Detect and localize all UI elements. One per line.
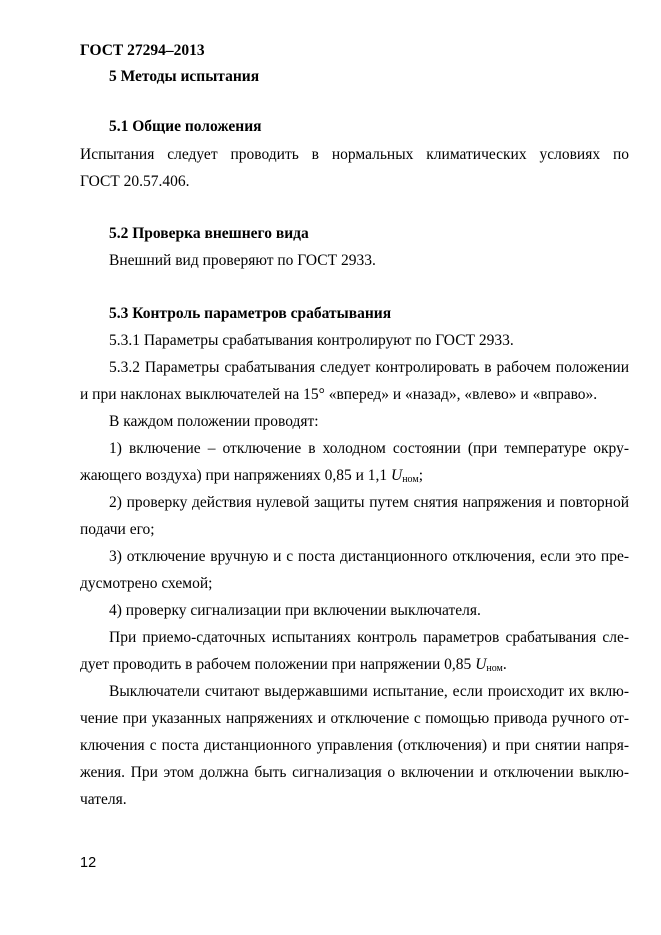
text-segment: . xyxy=(502,656,507,673)
paragraph-line: чателя. xyxy=(80,791,127,808)
list-item-line: 1) включение – отключение в холодном состоянии (при температуре окру- xyxy=(109,440,629,457)
voltage-symbol: U xyxy=(475,656,487,673)
list-item-line: подачи его; xyxy=(80,521,155,538)
paragraph-line: ГОСТ 20.57.406. xyxy=(80,173,190,190)
text-segment: жающего воздуха) при напряжениях 0,85 и 1,1 xyxy=(80,467,391,484)
voltage-symbol: U xyxy=(391,467,403,484)
subsection-5-2-title: 5.2 Проверка внешнего вида xyxy=(109,225,309,242)
paragraph-line: Внешний вид проверяют по ГОСТ 2933. xyxy=(109,252,376,269)
voltage-subscript: ном xyxy=(402,474,419,485)
voltage-subscript: ном xyxy=(486,663,503,674)
list-item-line: 4) проверку сигнализации при включении выключателя. xyxy=(109,602,481,619)
list-item-line xyxy=(80,467,423,485)
paragraph-line: При приемо-сдаточных испытаниях контроль параметров срабатывания сле- xyxy=(109,629,629,646)
page-number: 12 xyxy=(80,855,97,871)
text-segment: ; xyxy=(418,467,424,484)
text-segment: дует проводить в рабочем положении при напряжении 0,85 xyxy=(80,656,476,673)
paragraph-line: чение при указанных напряжениях и отключение с помощью привода ручного от- xyxy=(80,710,629,727)
paragraph-line: жения. При этом должна быть сигнализация о включении и отключении выклю- xyxy=(80,764,629,781)
section-title: 5 Методы испытания xyxy=(109,68,260,85)
paragraph-line: 5.3.2 Параметры срабатывания следует контролировать в рабочем положении xyxy=(109,359,629,376)
subsection-5-3-title: 5.3 Контроль параметров срабатывания xyxy=(109,305,392,322)
list-item-line: дусмотрено схемой; xyxy=(80,575,213,592)
subsection-5-1-title: 5.1 Общие положения xyxy=(109,118,262,135)
paragraph-line: В каждом положении проводят: xyxy=(109,413,319,430)
paragraph-line: 5.3.1 Параметры срабатывания контролируют по ГОСТ 2933. xyxy=(109,332,514,349)
list-item-line: 2) проверку действия нулевой защиты путем снятия напряжения и повторной xyxy=(109,494,629,511)
list-item-line: 3) отключение вручную и с поста дистанционного отключения, если это пре- xyxy=(109,548,629,565)
paragraph-line: Испытания следует проводить в нормальных климатических условиях по xyxy=(80,146,629,163)
paragraph-line: ключения с поста дистанционного управления (отключения) и при снятии напря- xyxy=(80,737,629,754)
paragraph-line: Выключатели считают выдержавшими испытание, если происходит их вклю- xyxy=(109,683,629,700)
paragraph-line: и при наклонах выключателей на 15° «вперед» и «назад», «влево» и «вправо». xyxy=(80,386,598,403)
document-code: ГОСТ 27294–2013 xyxy=(80,42,205,59)
paragraph-line xyxy=(80,656,507,674)
